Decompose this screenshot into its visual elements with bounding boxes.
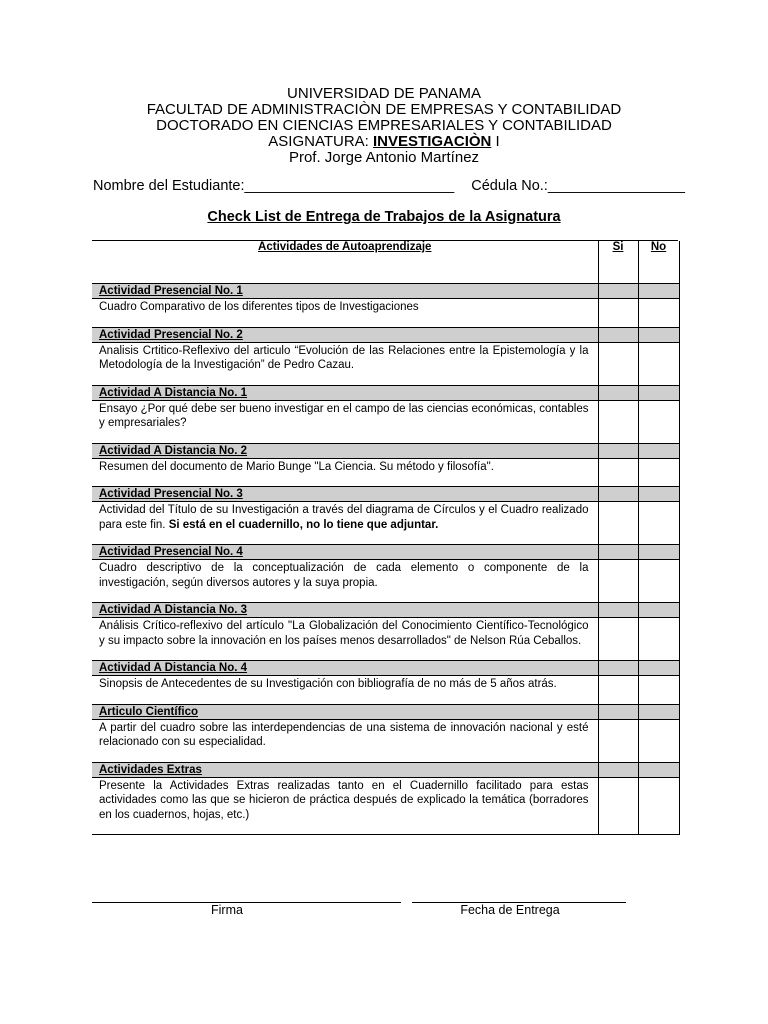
heading-si-cell (598, 704, 638, 719)
section-heading-row (92, 603, 679, 618)
section-heading-row (92, 762, 679, 777)
section-heading: Actividad A Distancia No. 1 (92, 385, 598, 400)
activity-text: Actividad del Título de su Investigación a través del diagrama de Círculos y el Cuadro realizado para este fin. (99, 504, 589, 531)
activity-row (92, 676, 679, 705)
activity-description (92, 560, 598, 603)
section-heading-row (92, 545, 679, 560)
si-checkbox-cell[interactable] (598, 502, 638, 545)
activity-text: Cuadro descriptivo de la conceptualización de cada elemento o componente de la investigación, según diversos autores y la suya propia. (99, 562, 589, 589)
no-checkbox-cell[interactable] (638, 560, 679, 603)
no-checkbox-cell[interactable] (638, 299, 679, 328)
subject-prefix: ASIGNATURA: (268, 133, 374, 150)
section-heading: Actividad A Distancia No. 2 (92, 443, 598, 458)
section-heading: Actividad Presencial No. 3 (92, 487, 598, 502)
si-checkbox-cell[interactable] (598, 560, 638, 603)
activity-text: A partir del cuadro sobre las interdependencias de una sistema de innovación nacional y esté relacionado con su especialidad. (99, 721, 589, 748)
faculty-name: FACULTAD DE ADMINISTRACIÒN DE EMPRESAS Y CONTABILIDAD (146, 101, 622, 118)
subject-line (0, 134, 768, 150)
subject-name: INVESTIGACIÒN (373, 133, 492, 150)
heading-si-cell (598, 385, 638, 400)
no-checkbox-cell[interactable] (638, 676, 679, 705)
heading-si-cell (598, 545, 638, 560)
heading-no-cell (638, 545, 679, 560)
activity-text: Análisis Crítico-reflexivo del artículo "La Globalización del Conocimiento Científico-Tecnológico y su impacto sobre la innovación en los países menos desarrollados" de Nelson Rúa Ceballos. (99, 620, 589, 647)
heading-si-cell (598, 284, 638, 299)
activity-description (92, 299, 598, 328)
section-heading: Articulo Científico (92, 704, 598, 719)
section-heading: Actividad Presencial No. 2 (92, 327, 598, 342)
section-heading-row (92, 284, 679, 299)
si-column-header: Si (598, 241, 638, 284)
activity-row (92, 400, 679, 443)
activity-row (92, 299, 679, 328)
heading-no-cell (638, 661, 679, 676)
student-info-line (93, 178, 683, 194)
section-heading: Actividad Presencial No. 1 (92, 284, 598, 299)
section-heading-row (92, 443, 679, 458)
section-heading-row (92, 327, 679, 342)
activity-row (92, 719, 679, 762)
si-checkbox-cell[interactable] (598, 777, 638, 835)
heading-no-cell (638, 443, 679, 458)
section-heading: Actividad A Distancia No. 4 (92, 661, 598, 676)
activity-row (92, 560, 679, 603)
no-checkbox-cell[interactable] (638, 502, 679, 545)
heading-no-cell (638, 603, 679, 618)
heading-si-cell (598, 443, 638, 458)
si-checkbox-cell[interactable] (598, 342, 638, 385)
activity-text: Presente la Actividades Extras realizadas tanto en el Cuadernillo facilitado para estas actividades como las que se hicieron de práctica después de explicado la temática (borradores en los cuadernos, hojas, etc.) (99, 779, 589, 821)
activity-text: Cuadro Comparativo de los diferentes tipos de Investigaciones (99, 301, 419, 313)
no-checkbox-cell[interactable] (638, 458, 679, 487)
activity-description (92, 618, 598, 661)
section-heading-row (92, 487, 679, 502)
program-name: DOCTORADO EN CIENCIAS EMPRESARIALES Y CONTABILIDAD (156, 117, 612, 134)
si-checkbox-cell[interactable] (598, 719, 638, 762)
no-checkbox-cell[interactable] (638, 400, 679, 443)
id-number-field[interactable]: Cédula No.:_________________ (471, 178, 685, 194)
activity-emphasis: Si está en el cuadernillo, no lo tiene que adjuntar. (168, 518, 439, 531)
no-checkbox-cell[interactable] (638, 777, 679, 835)
signature-label: Firma (211, 903, 243, 917)
activity-description (92, 676, 598, 705)
heading-no-cell (638, 284, 679, 299)
student-name-field[interactable]: Nombre del Estudiante:__________________________ (93, 178, 455, 194)
section-heading: Actividades Extras (92, 762, 598, 777)
activity-row (92, 342, 679, 385)
professor-name: Prof. Jorge Antonio Martínez (288, 149, 480, 166)
checklist-title: Check List de Entrega de Trabajos de la Asignatura (207, 209, 561, 225)
subject-suffix: I (491, 133, 500, 150)
section-heading: Actividad Presencial No. 4 (92, 545, 598, 560)
heading-no-cell (638, 327, 679, 342)
activity-text: Analisis Crtitico-Reflexivo del articulo “Evolución de las Relaciones entre la Epistemología y la Metodología de la Investigación” de Pedro Cazau. (99, 344, 589, 371)
activity-text: Sinopsis de Antecedentes de su Investigación con bibliografía de no más de 5 años atrás. (99, 678, 557, 690)
si-checkbox-cell[interactable] (598, 618, 638, 661)
heading-no-cell (638, 704, 679, 719)
activity-description (92, 400, 598, 443)
no-column-header: No (638, 241, 679, 284)
no-checkbox-cell[interactable] (638, 342, 679, 385)
activity-description (92, 342, 598, 385)
no-checkbox-cell[interactable] (638, 719, 679, 762)
activity-description (92, 719, 598, 762)
si-checkbox-cell[interactable] (598, 400, 638, 443)
activity-row (92, 502, 679, 545)
document-header (0, 86, 768, 166)
activity-row (92, 458, 679, 487)
checklist-table (92, 241, 680, 835)
no-checkbox-cell[interactable] (638, 618, 679, 661)
table-header-row (92, 241, 679, 284)
section-heading-row (92, 704, 679, 719)
si-checkbox-cell[interactable] (598, 676, 638, 705)
si-checkbox-cell[interactable] (598, 458, 638, 487)
heading-si-cell (598, 603, 638, 618)
heading-no-cell (638, 385, 679, 400)
activity-row (92, 618, 679, 661)
heading-si-cell (598, 327, 638, 342)
heading-no-cell (638, 487, 679, 502)
section-heading: Actividad A Distancia No. 3 (92, 603, 598, 618)
activity-description (92, 458, 598, 487)
heading-si-cell (598, 661, 638, 676)
activity-text: Ensayo ¿Por qué debe ser bueno investigar en el campo de las ciencias económicas, contables y empresariales? (99, 402, 589, 429)
delivery-date-label: Fecha de Entrega (460, 903, 560, 917)
activity-row (92, 777, 679, 835)
heading-si-cell (598, 762, 638, 777)
section-heading-row (92, 385, 679, 400)
activity-description (92, 777, 598, 835)
si-checkbox-cell[interactable] (598, 299, 638, 328)
section-heading-row (92, 661, 679, 676)
activity-text: Resumen del documento de Mario Bunge "La Ciencia. Su método y filosofía". (99, 460, 494, 473)
heading-no-cell (638, 762, 679, 777)
heading-si-cell (598, 487, 638, 502)
university-name: UNIVERSIDAD DE PANAMA (287, 85, 481, 102)
activities-column-header: Actividades de Autoaprendizaje (92, 241, 598, 284)
activity-description (92, 502, 598, 545)
